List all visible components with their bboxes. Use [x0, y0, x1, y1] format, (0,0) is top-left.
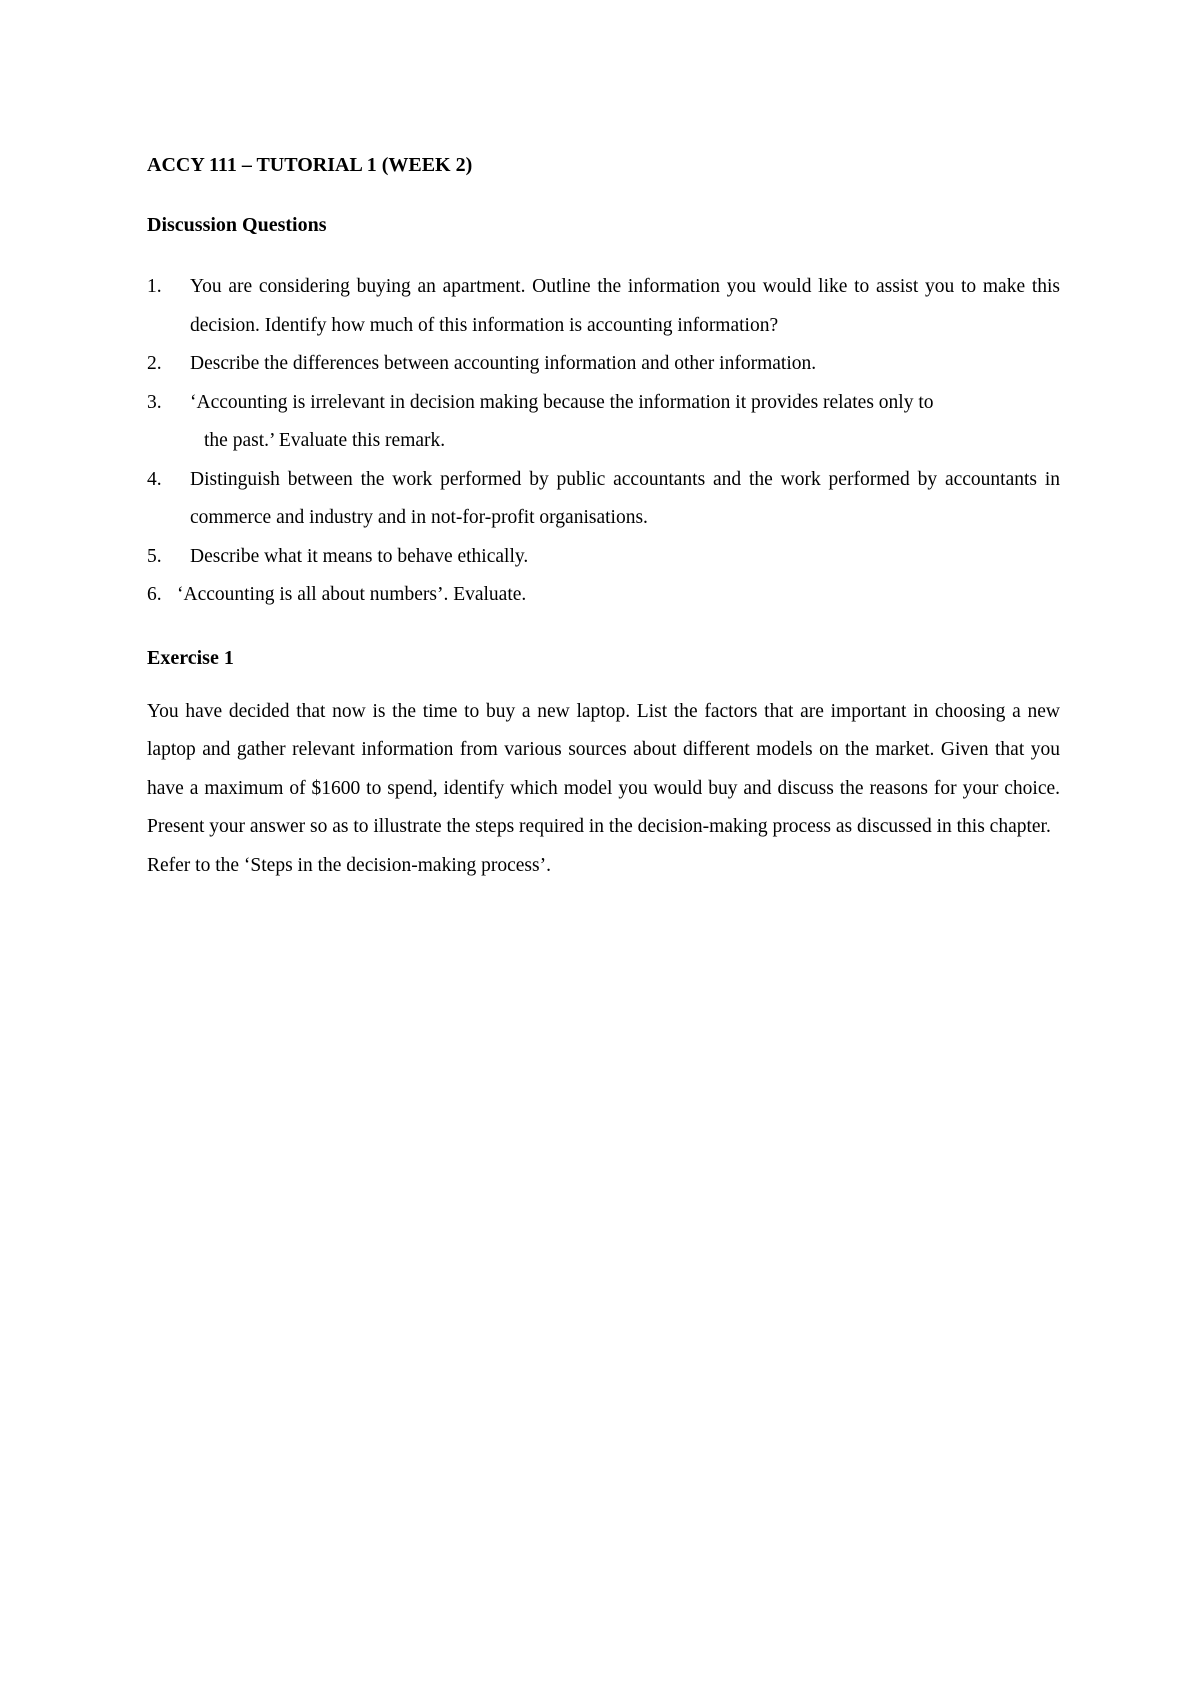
question-number: 1. — [147, 276, 162, 297]
question-number: 5. — [147, 545, 162, 567]
question-text: Describe what it means to behave ethically. — [190, 545, 529, 567]
question-text: Distinguish between the work performed by public accountants and the work performed by accountants in commerce and industry and in not-for-profit organisations. — [190, 468, 1060, 528]
question-number: 6. — [147, 584, 162, 605]
question-text-line-2: the past.’ Evaluate this remark. — [204, 430, 446, 451]
question-number: 3. — [147, 391, 162, 413]
question-text: You are considering buying an apartment. Outline the information you would like to assist you to make this decision. Identify how much of this information is accounting information? — [190, 276, 1060, 336]
question-item-1 — [147, 268, 1060, 345]
refer-text: Refer to the ‘Steps in the decision-making process’. — [147, 854, 551, 876]
discussion-questions-list — [147, 268, 1060, 615]
document-content — [147, 150, 1060, 885]
question-number: 2. — [147, 353, 162, 374]
question-item-2 — [147, 345, 1060, 384]
question-text: ‘Accounting is all about numbers’. Evaluate. — [177, 584, 527, 605]
question-text: Describe the differences between accounting information and other information. — [190, 353, 817, 374]
exercise-heading: Exercise 1 — [147, 646, 234, 669]
document-title: ACCY 111 – TUTORIAL 1 (WEEK 2) — [147, 154, 473, 176]
question-item-4 — [147, 461, 1060, 538]
discussion-questions-heading: Discussion Questions — [147, 214, 327, 236]
question-text — [190, 384, 1060, 461]
question-item-6 — [147, 576, 1060, 615]
question-text-line-1: ‘Accounting is irrelevant in decision making because the information it provides relates only to — [190, 391, 934, 413]
exercise-body: You have decided that now is the time to buy a new laptop. List the factors that are important in choosing a new laptop and gather relevant information from various sources about different models on the market. Given that you have a maximum of $1600 to spend, identify which model you would buy and discuss the reasons for your choice. Present your answer so as to illustrate the steps required in the decision-making process as discussed in this chapter. — [147, 700, 1060, 837]
question-number: 4. — [147, 468, 162, 490]
question-item-3 — [147, 384, 1060, 461]
question-item-5 — [147, 538, 1060, 577]
